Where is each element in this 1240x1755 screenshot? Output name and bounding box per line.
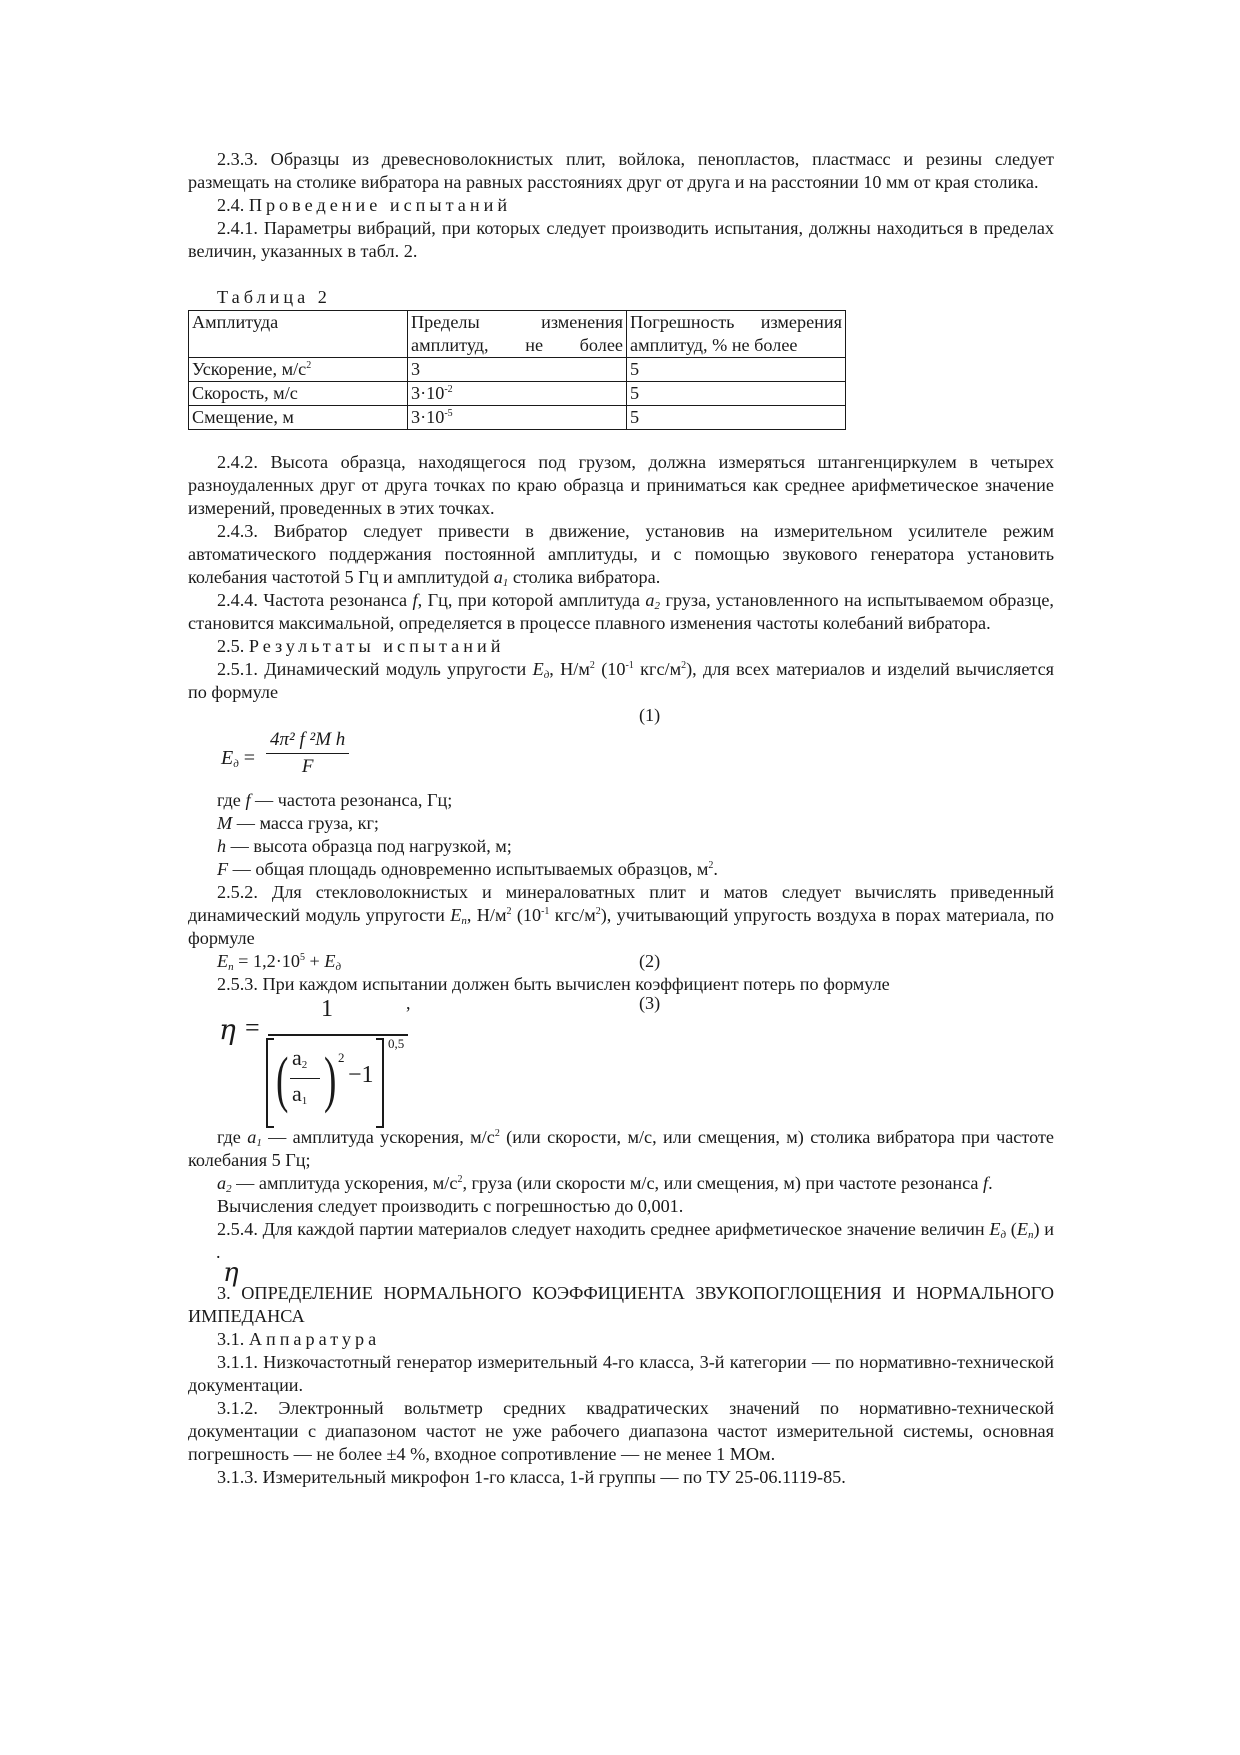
superscript: -2 [444,384,453,395]
left-paren: ( [276,1046,289,1114]
text: + [304,951,325,971]
text: (или скорости, м/с, или смещения, м) столика вибратора при частоте колебания 5 Гц; [188,1127,1054,1170]
paragraph-2-5-3: 2.5.3. При каждом испытании должен быть вычислен коэффициент потерь по формуле [217,974,890,994]
table-cell: 5 [627,358,846,382]
table-cell [408,406,627,430]
spacer [188,430,1054,451]
text: 2.5.4. Для каждой партии материалов следует находить среднее арифметическое значение величин [217,1219,990,1239]
document-page [188,148,1054,1489]
table-cell: 5 [627,406,846,430]
section-heading-3-1 [188,1328,1054,1351]
variable: E [532,659,544,679]
section-heading-2-5 [188,635,1054,658]
eta-symbol: η [223,1258,239,1288]
variable: f [983,1173,989,1193]
variable: E [989,1219,1001,1239]
variable: a [247,1127,257,1147]
left-bracket [266,1038,274,1128]
subscript: 1 [502,577,509,589]
superscript: -5 [444,408,453,419]
where-f [188,789,1054,812]
table-row [189,406,846,430]
subscript: 2 [301,1059,308,1071]
paragraph-2-5-1 [188,658,1054,704]
variable: E [217,951,229,971]
variable: E [221,747,234,769]
variable: F [217,859,229,879]
text: , Н/м [549,659,590,679]
text: . [713,859,718,879]
text: груза, установленного на испытываемом образце, становится максимальной, определяется в процессе плавного изменения частоты колебаний вибратора. [188,590,1054,633]
text: — амплитуда ускорения, м/с [261,1127,495,1147]
text: , груза (или скорости м/с, или смещения, м) при частоте резонанса [462,1173,984,1193]
variable: f [412,590,418,610]
subscript: 1 [301,1095,308,1107]
formula-1-number-line [188,704,1054,727]
cell-text: 3·10 [411,407,445,427]
inner-numerator [292,1046,307,1069]
text: ), для всех материалов и изделий вычисляется по формуле [188,659,1055,702]
variable: f [245,790,251,810]
text: — высота образца под нагрузкой, м; [226,836,512,856]
text: кгс/м [549,905,596,925]
table-cell [408,382,627,406]
superscript: 2 [595,906,601,917]
table-header-cell [408,311,627,358]
text: (10 [511,905,542,925]
equation-number: (3) [639,993,661,1013]
variable: E [450,905,462,925]
right-paren: ) [324,1046,337,1114]
text: (10 [594,659,626,679]
section-number: 2.4. [217,195,245,215]
denominator: F [301,756,314,777]
superscript: 2 [589,660,595,671]
table-cell: 5 [627,382,846,406]
formula-lhs: $E_д$ = [221,747,256,770]
text: — амплитуда ускорения, м/с [231,1173,458,1193]
superscript: 2 [506,906,512,917]
table-cell: Скорость, м/с [189,382,408,406]
subscript: п [461,915,467,927]
formula-comma: , [406,993,411,1013]
where-h [188,835,1054,858]
section-heading-2-4 [188,194,1054,217]
table-header-row [189,311,846,358]
spacer [188,263,1054,286]
section-number: 3.1. [217,1329,245,1349]
text: . [216,1242,221,1262]
text: где [217,1127,248,1147]
table-caption: Таблица 2 [217,287,331,307]
inner-denominator [292,1082,307,1105]
text: — частота резонанса, Гц; [250,790,453,810]
paragraph-3-1-1: 3.1.1. Низкочастотный генератор измерительный 4-го класса, 3-й категории — по нормативно-технической документации. [188,1352,1054,1395]
equation-number: (2) [639,951,661,971]
variable: E [324,951,336,971]
subscript: 2 [226,1183,232,1195]
table-2 [188,310,846,430]
paragraph-2-4-1: 2.4.1. Параметры вибраций, при которых следует производить испытания, должны находиться в пределах величин, указанных в табл. 2. [188,218,1054,261]
superscript: 2 [681,660,687,671]
table-row [189,358,846,382]
subscript: 1 [256,1137,262,1149]
formula-1 [221,727,1054,789]
paragraph-calc-precision: Вычисления следует производить с погрешностью до 0,001. [217,1196,684,1216]
formula-fraction [266,727,349,780]
minus-one: −1 [348,1062,374,1088]
paragraph-2-3-3: 2.3.3. Образцы из древесноволокнистых плит, войлока, пенопластов, пластмасс и резины следует размещать на столике вибратора на равных расстояниях друг от друга и на расстоянии 10 мм от края столика. [188,149,1054,192]
variable: a [217,1173,227,1193]
formula-3 [188,993,1054,1126]
numerator: 4π² f ²M h [266,727,349,754]
paragraph-3-1-2: 3.1.2. Электронный вольтметр средних квадратических значений по нормативно-технической документации с диапазоном частот не уже рабочего диапазона частот измерительной системы, основная погрешность — не более ±4 %, входное сопротивление — не менее 1 МОм. [188,1398,1054,1464]
superscript: -1 [625,660,634,671]
table-cell: Смещение, м [189,406,408,430]
formula-2 [188,950,1054,973]
superscript: -1 [541,906,550,917]
cell-text: 3·10 [411,383,445,403]
where-a1 [188,1126,1054,1172]
subscript: д [233,758,239,770]
table-header-cell: Погрешность измерения амплитуд, % не более [627,311,846,358]
section-number: 2.5. [217,636,245,656]
variable: a [292,1045,302,1070]
text: столика вибратора. [508,567,661,587]
paragraph-3-1-3: 3.1.3. Измерительный микрофон 1-го класса, 1-й группы — по ТУ 25-06.1119-85. [217,1467,846,1487]
text: = 1,2·10 [233,951,300,971]
paragraph-2-4-4 [188,589,1054,635]
variable: a [645,590,655,610]
text: кгс/м [633,659,682,679]
equation-number: (1) [639,705,661,725]
subscript: 2 [654,600,661,612]
paragraph-2-5-4 [188,1218,1054,1288]
text: — масса груза, кг; [232,813,379,833]
section-title: Аппаратура [248,1329,381,1349]
outer-exponent: 0,5 [388,1036,405,1051]
fraction-bar [268,1034,408,1036]
header-text: Пределы изменения амплитуд, не более [411,312,623,355]
cell-text: Ускорение, м/с [192,359,307,379]
eta-symbol: η [219,1013,236,1046]
text: ), учитывающий упругость воздуха в порах материала, по формуле [188,905,1055,948]
where-a2 [188,1172,1054,1195]
text: 2.5.1. Динамический модуль упругости [217,659,533,679]
table-cell: 3 [408,358,627,382]
text: 2.4.3. Вибратор следует привести в движение, установив на измерительном усилителе режим автоматического поддержания постоянной амплитуды, и с помощью звукового генератора установить колебания частотой 5 Гц и амплитудой [188,521,1054,587]
subscript: д [1000,1229,1007,1241]
table-row [189,382,846,406]
where-M [188,812,1054,835]
paragraph-2-5-2 [188,881,1054,950]
table-header-cell: Амплитуда [189,311,408,358]
right-bracket [376,1038,384,1128]
variable: E [1016,1219,1028,1239]
section-heading-3: 3. ОПРЕДЕЛЕНИЕ НОРМАЛЬНОГО КОЭФФИЦИЕНТА ЗВУКОПОГЛОЩЕНИЯ И НОРМАЛЬНОГО ИМПЕДАНСА [188,1283,1054,1326]
where-F [188,858,1054,881]
numerator: 1 [321,996,333,1022]
text: где [217,790,246,810]
variable: M [217,813,233,833]
superscript: 2 [708,860,714,871]
variable: a [493,567,503,587]
text: ) и [1033,1219,1054,1239]
text: ( [1006,1219,1017,1239]
subscript: п [1027,1229,1034,1241]
equals-sign: = [245,1013,260,1042]
variable: a [292,1081,302,1106]
text: 2.4.4. Частота резонанса [217,590,413,610]
text: — общая площадь одновременно испытываемых образцов, м [228,859,709,879]
table-cell [189,358,408,382]
text: . [988,1173,993,1193]
text: 2.5.2. Для стекловолокнистых и минераловатных плит и матов следует вычислять приведенный динамический модуль упругости [188,882,1054,925]
section-title: Результаты испытаний [248,636,505,656]
subscript: п [228,961,234,973]
text: , Гц, при которой амплитуда [417,590,646,610]
paragraph-2-4-2: 2.4.2. Высота образца, находящегося под грузом, должна измеряться штангенциркулем в четырех разноудаленных друг от друга точках по краю образца и приниматься как среднее арифметическое значение измерений, проведенных в этих точках. [188,452,1054,518]
subscript: д [543,669,550,681]
superscript: 2 [457,1174,463,1185]
subscript: д [335,961,342,973]
inner-fraction-bar [290,1078,320,1079]
paragraph-2-4-3 [188,520,1054,589]
superscript: 2 [306,360,312,371]
power: 2 [338,1050,345,1065]
variable: h [217,836,227,856]
text: , Н/м [466,905,507,925]
section-title: Проведение испытаний [248,195,512,215]
superscript: 2 [494,1128,500,1139]
superscript: 5 [299,952,305,963]
